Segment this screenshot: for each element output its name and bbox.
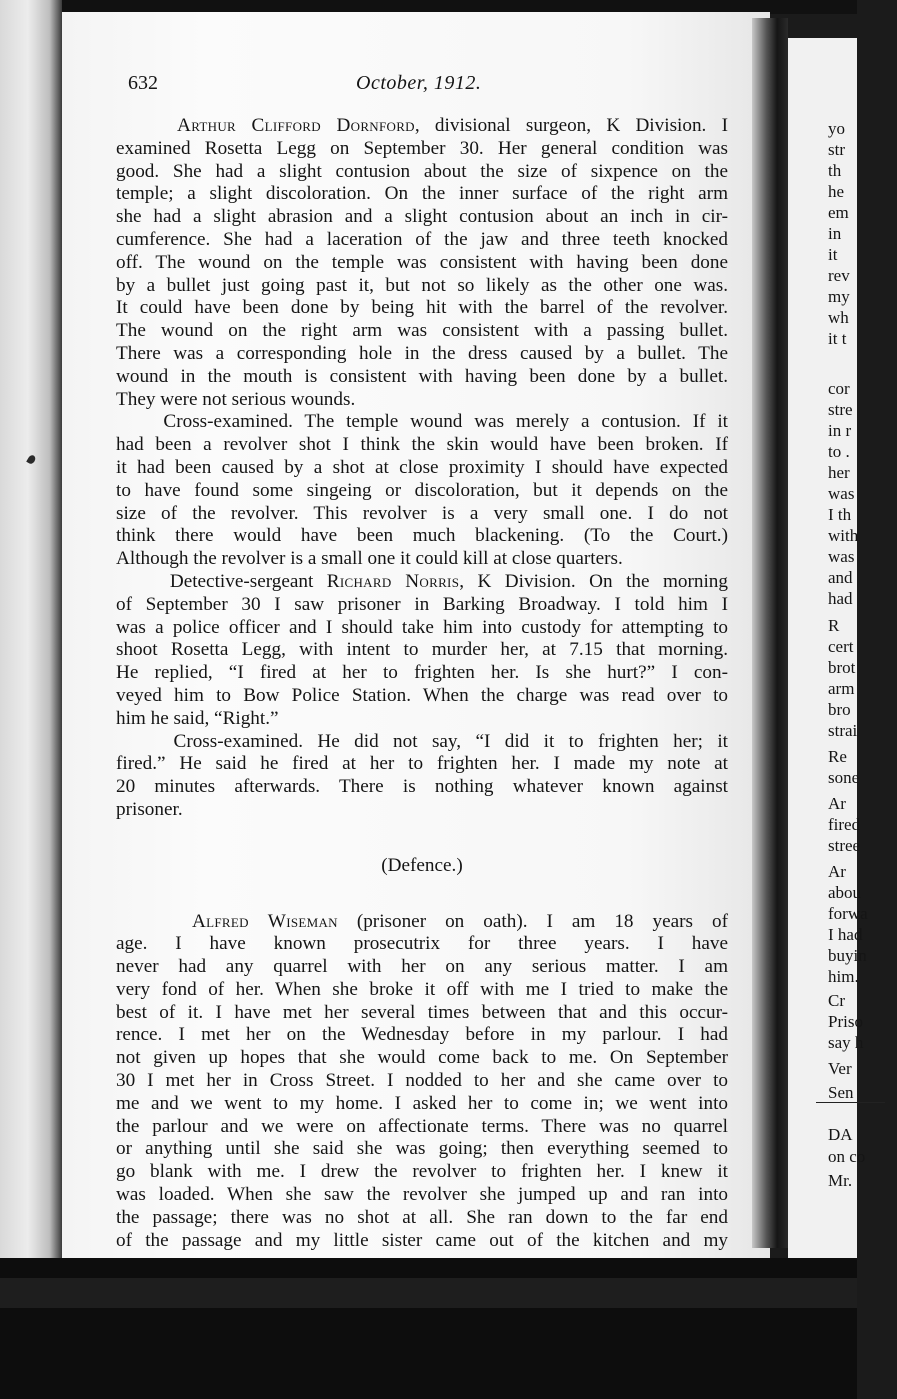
scan-shelf — [0, 1278, 857, 1308]
right-page-text-fragment: was — [828, 547, 855, 566]
text-line: him he said, “Right.” — [116, 707, 279, 729]
right-page-text-fragment: him. — [828, 967, 859, 986]
scan-left-edge — [0, 0, 62, 1399]
right-page-text-fragment: Priso — [828, 1012, 863, 1031]
scan-bottom-edge — [0, 1258, 857, 1399]
right-page-text-fragment: strai — [828, 721, 858, 740]
right-page-text-fragment: DA — [828, 1125, 853, 1144]
speaker-name: Arthur Clifford Dornford — [177, 115, 415, 136]
right-page-text-fragment: and — [828, 568, 853, 587]
right-page-text-fragment: abou — [828, 883, 862, 902]
text-line: It could have been done by being hit with the barrel of the revolver. — [116, 297, 728, 319]
text-line: There was a corresponding hole in the dress caused by a bullet. The — [116, 342, 728, 364]
text-line: off. The wound on the temple was consistent with having been done — [116, 251, 728, 273]
text-line: prisoner. — [116, 798, 183, 820]
right-page-text-fragment: arm — [828, 679, 855, 698]
text-line: wound in the mouth is consistent with having been done by a bullet. — [116, 365, 728, 387]
right-page-text-fragment: I th — [828, 505, 852, 524]
text-line: rence. I met her on the Wednesday before in my parlour. I had — [116, 1024, 728, 1046]
spacer — [116, 878, 728, 911]
right-page-text-fragment: wh — [828, 308, 849, 327]
text-line: not given up hopes that she would come back to me. On September — [116, 1047, 728, 1069]
right-page-text-fragment: my — [828, 287, 850, 306]
text-line: she had a slight abrasion and a slight contusion about an inch in cir- — [116, 206, 728, 228]
text-line: by a bullet just going past it, but not so likely as the other one was. — [116, 274, 728, 296]
right-page-text-fragment: Re — [828, 747, 847, 766]
right-page-text-fragment: rev — [828, 266, 850, 285]
right-page-text-fragment: Sen — [828, 1083, 854, 1102]
right-page-text-fragment: Mr. — [828, 1171, 853, 1190]
right-page-text-fragment: Ar — [828, 862, 846, 881]
text-line: Cross-examined. The temple wound was merely a contusion. If it — [116, 411, 728, 433]
speaker-name: Alfred Wiseman — [192, 910, 338, 932]
right-page-text-fragment: it t — [828, 329, 847, 348]
right-page-text-fragment: in r — [828, 421, 852, 440]
text-line: or anything until she said she was going; then everything seemed to — [116, 1138, 728, 1160]
text-line: think there would have been much blackening. (To the Court.) — [116, 525, 728, 547]
right-page-text-fragment: th — [828, 161, 842, 180]
text-line: to have found some singeing or discoloration, but it depends on the — [116, 479, 728, 501]
book-page-right-fragment — [788, 38, 868, 1260]
page-body-text — [116, 115, 728, 1252]
text-line: Detective-sergeant Richard Norris, K Division. On the morning — [116, 570, 728, 592]
text-line: Alfred Wiseman (prisoner on oath). I am 18 years of — [192, 910, 728, 932]
right-page-text-fragment: on co — [828, 1147, 866, 1166]
text-line: size of the revolver. This revolver is a very small one. I do not — [116, 502, 728, 524]
book-page-left — [62, 12, 770, 1260]
running-header — [128, 72, 728, 102]
right-page-text-fragment: fired — [828, 815, 861, 834]
header-date: October, 1912. — [356, 72, 482, 94]
text-line: Cross-examined. He did not say, “I did it to frighten her; it — [116, 730, 728, 752]
right-page-text-fragment: in — [828, 224, 842, 243]
right-page-text-fragment: Ver — [828, 1059, 852, 1078]
right-page-text-fragment: it — [828, 245, 838, 264]
right-page-text-fragment: he — [828, 182, 845, 201]
text-line: the parlour and we were on affectionate terms. There was no quarrel — [116, 1115, 728, 1137]
text-line: the passage; there was no shot at all. She ran down to the far end — [116, 1206, 728, 1228]
text-line: good. She had a slight contusion about the size of sixpence on the — [116, 160, 728, 182]
right-page-text-fragment: was — [828, 484, 855, 503]
text-line: 30 I met her in Cross Street. I nodded to her and she came over to — [116, 1070, 728, 1092]
page-number: 632 — [128, 72, 158, 94]
right-page-text-fragment: R — [828, 616, 840, 635]
text-line: Arthur Clifford Dornford, divisional surgeon, K Division. I — [177, 115, 728, 136]
right-page-text-fragment: stre — [828, 400, 853, 419]
text-line: Although the revolver is a small one it could kill at close quarters. — [116, 548, 623, 570]
text-line: was loaded. When she saw the revolver she jumped up and ran into — [116, 1184, 728, 1206]
right-page-text-fragment: em — [828, 203, 849, 222]
text-line: cumference. She had a laceration of the jaw and three teeth knocked — [116, 228, 728, 250]
text-line: go blank with me. I drew the revolver to frighten her. I knew it — [116, 1161, 728, 1183]
right-page-text-fragment: had — [828, 589, 853, 608]
text-line: was a police officer and I should take him into custody for attempting to — [116, 616, 728, 638]
text-line: best of it. I have met her several times between that and this occur- — [116, 1001, 728, 1023]
text-line: temple; a slight discoloration. On the inner surface of the right arm — [116, 183, 728, 205]
spacer — [116, 822, 728, 855]
right-page-text-fragment: say h — [828, 1033, 864, 1052]
text-line: of the passage and my little sister came out of the kitchen and my — [116, 1229, 728, 1251]
right-page-text-fragment: her — [828, 463, 850, 482]
right-page-text-fragment: I had — [828, 925, 863, 944]
right-page-text-fragment: yo — [828, 119, 845, 138]
text-line: me and we went to my home. I asked her to come in; we went into — [116, 1092, 728, 1114]
text-line: They were not serious wounds. — [116, 388, 356, 410]
text-line: age. I have known prosecutrix for three years. I have — [116, 933, 728, 955]
right-page-text-fragment: cor — [828, 379, 850, 398]
text-line: examined Rosetta Legg on September 30. Her general condition was — [116, 137, 728, 159]
right-page-text-fragment: with — [828, 526, 859, 545]
right-page-text-fragment: buyin — [828, 946, 867, 965]
text-line: had been a revolver shot I think the skin would have been broken. If — [116, 434, 728, 456]
text-line: never had any quarrel with her on any serious matter. I am — [116, 956, 728, 978]
section-heading-defence: (Defence.) — [381, 854, 463, 876]
text-line: The wound on the right arm was consistent with a passing bullet. — [116, 320, 728, 342]
ink-mark — [26, 454, 37, 465]
right-page-text-fragment: str — [828, 140, 845, 159]
text-line: veyed him to Bow Police Station. When the charge was read over to — [116, 684, 728, 706]
text-line: He replied, “I fired at her to frighten her. Is she hurt?” I con- — [116, 662, 728, 684]
right-page-text-fragment: forwa — [828, 904, 868, 923]
right-page-text-fragment: stree — [828, 836, 861, 855]
text-line: very fond of her. When she broke it off with me I tried to make the — [116, 978, 728, 1000]
speaker-name: Richard Norris — [326, 570, 460, 592]
right-page-text-fragment: Ar — [828, 794, 846, 813]
book-gutter — [752, 18, 788, 1248]
right-page-text-fragment: cert — [828, 637, 854, 656]
right-page-text-fragment: sone — [828, 768, 860, 787]
text-line: it had been caused by a shot at close proximity I should have expected — [116, 456, 728, 478]
text-line: shoot Rosetta Legg, with intent to murder her, at 7.15 that morning. — [116, 639, 728, 661]
text-line: 20 minutes afterwards. There is nothing whatever known against — [116, 776, 728, 798]
right-page-text-fragment: bro — [828, 700, 851, 719]
text-line: fired.” He said he fired at her to frighten her. I made my note at — [116, 753, 728, 775]
text-line: of September 30 I saw prisoner in Barking Broadway. I told him I — [116, 593, 728, 615]
right-page-text-fragment: Cr — [828, 991, 845, 1010]
right-page-text-fragment: to . — [828, 442, 850, 461]
right-page-rule — [816, 1102, 885, 1103]
right-page-text-fragment: brot — [828, 658, 856, 677]
